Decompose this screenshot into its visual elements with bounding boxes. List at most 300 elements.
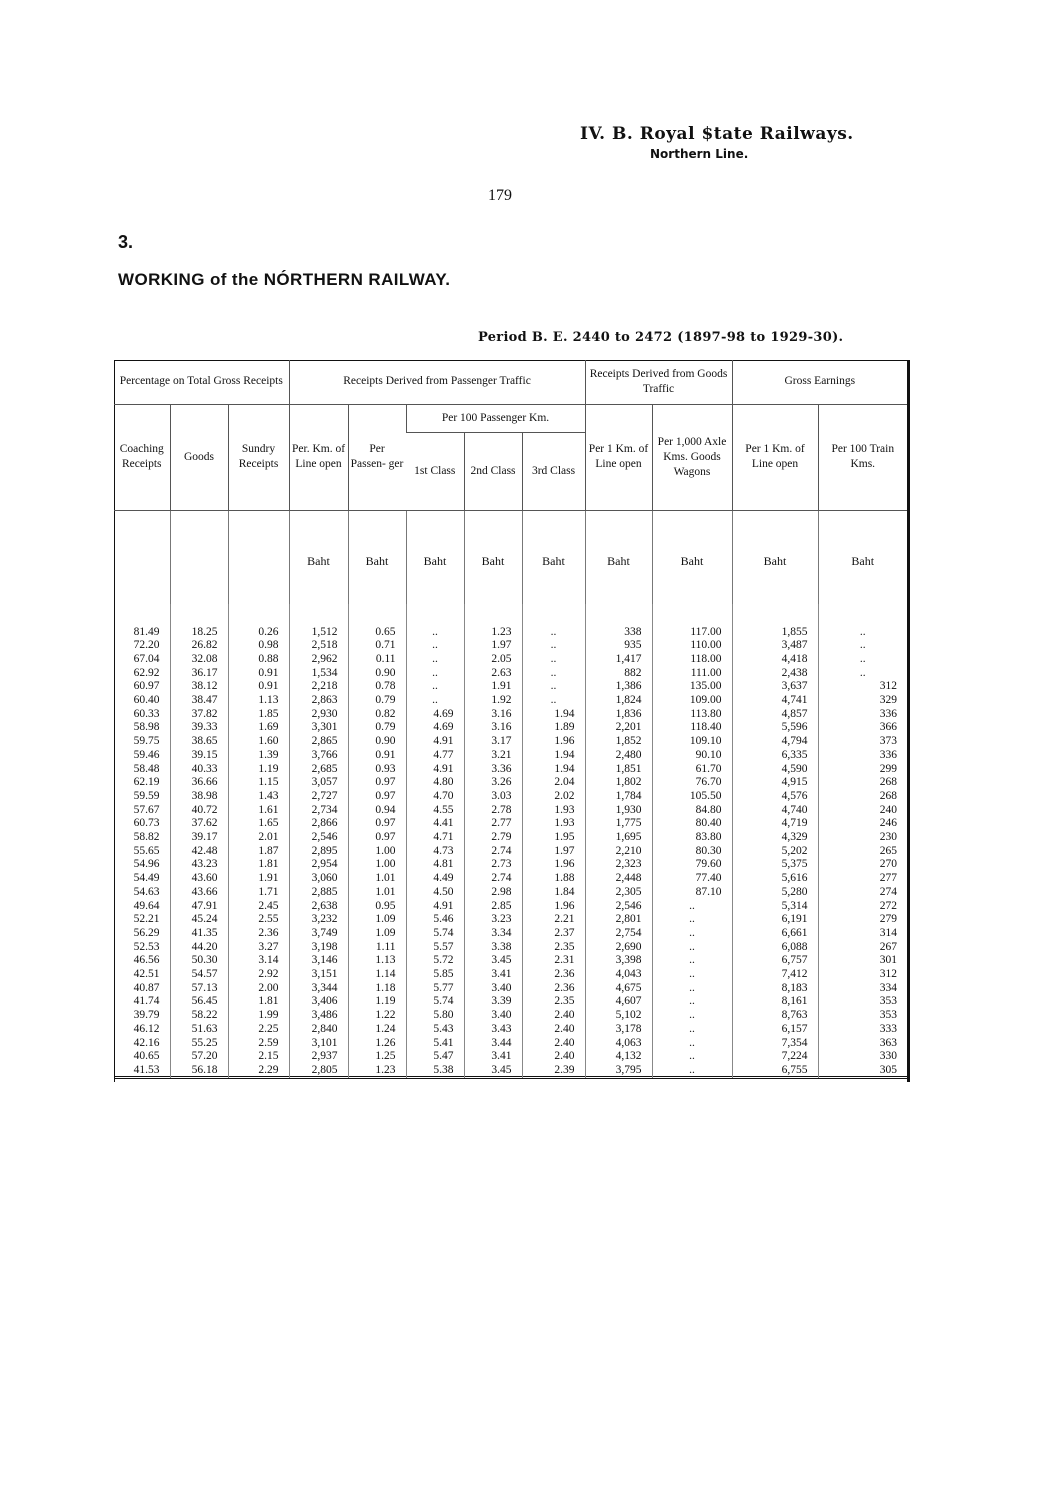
table-cell: 1.93: [522, 817, 585, 831]
table-cell: 2,937: [289, 1050, 348, 1064]
table-cell: 3,406: [289, 995, 348, 1009]
table-row: [114, 968, 907, 982]
table-cell: ..: [652, 995, 732, 1009]
table-cell: 1.84: [522, 886, 585, 900]
table-cell: 113.80: [652, 708, 732, 722]
table-cell: 3,101: [289, 1037, 348, 1051]
table-cell: 5.57: [406, 941, 464, 955]
table-cell: ..: [652, 954, 732, 968]
table-cell: 336: [818, 749, 907, 763]
table-cell: 4,915: [732, 776, 818, 790]
table-row: [114, 831, 907, 845]
table-row: [114, 604, 907, 640]
table-cell: 1,417: [585, 653, 652, 667]
table-cell: 268: [818, 776, 907, 790]
table-cell: 2.79: [464, 831, 522, 845]
table-cell: 4,675: [585, 982, 652, 996]
table-cell: 4,418: [732, 653, 818, 667]
table-cell: 2.31: [522, 954, 585, 968]
table-cell: 55.65: [133, 844, 160, 857]
table-cell: ..: [652, 968, 732, 982]
table-cell: 5.43: [406, 1023, 464, 1037]
table-cell: 0.94: [348, 804, 406, 818]
table-cell: 3.44: [464, 1037, 522, 1051]
table-cell: 2.29: [228, 1064, 289, 1078]
table-cell: 83.80: [652, 831, 732, 845]
period-caption: Period B. E. 2440 to 2472 (1897-98 to 1929-30).: [478, 330, 844, 345]
table-cell: 2,480: [585, 749, 652, 763]
table-cell: 0.79: [348, 694, 406, 708]
section-number: 3.: [118, 232, 134, 252]
table-cell: 1.14: [348, 968, 406, 982]
table-cell: 3.36: [464, 763, 522, 777]
table-cell: 2,840: [289, 1023, 348, 1037]
table-cell: 87.10: [652, 886, 732, 900]
table-cell: 3.40: [464, 1009, 522, 1023]
table-cell: ..: [652, 1064, 732, 1078]
table-row: [114, 1023, 907, 1037]
table-cell: 4.77: [406, 749, 464, 763]
table-cell: ..: [406, 694, 464, 708]
table-cell: 1.97: [522, 845, 585, 859]
unit-label: Baht: [406, 510, 464, 604]
table-cell: 60.73: [133, 817, 160, 830]
table-cell: 2,801: [585, 913, 652, 927]
table-cell: ..: [652, 1050, 732, 1064]
table-row: [114, 1009, 907, 1023]
table-cell: 334: [818, 982, 907, 996]
table-cell: 0.71: [348, 639, 406, 653]
table-cell: 267: [818, 941, 907, 955]
table-cell: 42.48: [170, 845, 228, 859]
table-cell: 6,191: [732, 913, 818, 927]
header-sundry-receipts: Sundry Receipts: [228, 404, 289, 510]
header-goods-per-1000-axle-km: Per 1,000 Axle Kms. Goods Wagons: [652, 404, 732, 510]
table-cell: 4.80: [406, 776, 464, 790]
document-title: WORKING of the NÓRTHERN RAILWAY.: [118, 270, 451, 289]
table-cell: 41.74: [133, 995, 160, 1008]
table-cell: 230: [818, 831, 907, 845]
table-cell: 1.94: [522, 708, 585, 722]
table-cell: 2.40: [522, 1037, 585, 1051]
table-cell: ..: [406, 667, 464, 681]
table-cell: 268: [818, 790, 907, 804]
table-cell: 54.63: [133, 885, 160, 898]
table-cell: 2,866: [289, 817, 348, 831]
table-cell: 4.69: [406, 721, 464, 735]
table-cell: 57.13: [170, 982, 228, 996]
table-cell: 1.11: [348, 941, 406, 955]
table-cell: 8,763: [732, 1009, 818, 1023]
table-cell: 305: [818, 1064, 907, 1078]
table-cell: 46.56: [133, 954, 160, 967]
table-cell: 36.66: [170, 776, 228, 790]
table-cell: 105.50: [652, 790, 732, 804]
table-right-rule: [907, 360, 910, 1082]
table-cell: 4,740: [732, 804, 818, 818]
table-cell: 3,637: [732, 680, 818, 694]
table-cell: 4.50: [406, 886, 464, 900]
table-cell: 2,438: [732, 667, 818, 681]
table-cell: 1.93: [522, 804, 585, 818]
table-cell: 5.38: [406, 1064, 464, 1078]
table-cell: 6,661: [732, 927, 818, 941]
table-cell: 330: [818, 1050, 907, 1064]
table-cell: 1.01: [348, 872, 406, 886]
table-cell: 5.85: [406, 968, 464, 982]
table-cell: 2,546: [289, 831, 348, 845]
table-cell: 56.18: [170, 1064, 228, 1078]
table-cell: 37.62: [170, 817, 228, 831]
table-cell: 37.82: [170, 708, 228, 722]
table-cell: 40.33: [170, 763, 228, 777]
table-cell: 62.19: [133, 776, 160, 789]
table-row: [114, 735, 907, 749]
table-cell: 5,314: [732, 900, 818, 914]
table-cell: 58.22: [170, 1009, 228, 1023]
table-cell: 0.90: [348, 667, 406, 681]
table-cell: 882: [585, 667, 652, 681]
table-cell: 1.65: [228, 817, 289, 831]
table-cell: 1.81: [228, 995, 289, 1009]
table-row: [114, 667, 907, 681]
table-cell: 3.41: [464, 1050, 522, 1064]
table-cell: 2,863: [289, 694, 348, 708]
table-row: [114, 804, 907, 818]
table-cell: ..: [652, 927, 732, 941]
header-second-class: 2nd Class: [464, 432, 522, 510]
table-cell: 2,218: [289, 680, 348, 694]
table-cell: 0.91: [228, 667, 289, 681]
table-cell: 2,546: [585, 900, 652, 914]
table-cell: 301: [818, 954, 907, 968]
table-cell: 1.15: [228, 776, 289, 790]
table-cell: 77.40: [652, 872, 732, 886]
table-cell: 90.10: [652, 749, 732, 763]
table-cell: 246: [818, 817, 907, 831]
table-cell: 4.91: [406, 763, 464, 777]
table-cell: 1.24: [348, 1023, 406, 1037]
table-cell: 5.72: [406, 954, 464, 968]
table-cell: 1.00: [348, 845, 406, 859]
table-cell: 3,398: [585, 954, 652, 968]
table-cell: 1.26: [348, 1037, 406, 1051]
table-cell: 4.91: [406, 900, 464, 914]
table-cell: 5,202: [732, 845, 818, 859]
table-cell: 2.39: [522, 1064, 585, 1078]
table-row: [114, 694, 907, 708]
table-cell: 84.80: [652, 804, 732, 818]
header-per-passenger: Per Passen- ger: [348, 404, 406, 510]
table-cell: 39.79: [133, 1009, 160, 1022]
table-cell: 2.40: [522, 1050, 585, 1064]
table-cell: 1.23: [348, 1064, 406, 1078]
table-cell: 58.82: [133, 831, 160, 844]
table-row: [114, 941, 907, 955]
table-cell: 3,146: [289, 954, 348, 968]
table-cell: 1.94: [522, 763, 585, 777]
table-cell: 2.25: [228, 1023, 289, 1037]
table-cell: 0.93: [348, 763, 406, 777]
table-cell: 4,132: [585, 1050, 652, 1064]
table-cell: 1,775: [585, 817, 652, 831]
table-cell: 1,695: [585, 831, 652, 845]
table-cell: 2.01: [228, 831, 289, 845]
table-cell: 0.91: [228, 680, 289, 694]
table-cell: 312: [818, 680, 907, 694]
table-cell: 3,766: [289, 749, 348, 763]
table-cell: 2.40: [522, 1023, 585, 1037]
table-cell: 3,487: [732, 639, 818, 653]
table-cell: 373: [818, 735, 907, 749]
table-cell: 1,534: [289, 667, 348, 681]
table-cell: 57.67: [133, 803, 160, 816]
table-cell: 1.91: [228, 872, 289, 886]
table-cell: 3,057: [289, 776, 348, 790]
table-cell: 0.97: [348, 790, 406, 804]
table-cell: 44.20: [170, 941, 228, 955]
table-cell: 0.91: [348, 749, 406, 763]
table-cell: 4.41: [406, 817, 464, 831]
table-cell: 3.16: [464, 708, 522, 722]
table-cell: 4.73: [406, 845, 464, 859]
table-cell: 39.33: [170, 721, 228, 735]
table-cell: ..: [522, 694, 585, 708]
table-cell: 54.49: [133, 872, 160, 885]
header-gross-per-km-line: Per 1 Km. of Line open: [732, 404, 818, 510]
table-cell: 3.23: [464, 913, 522, 927]
table-cell: 2,638: [289, 900, 348, 914]
table-cell: 4,329: [732, 831, 818, 845]
table-cell: 60.33: [133, 707, 160, 720]
table-cell: 5,280: [732, 886, 818, 900]
table-cell: 5,616: [732, 872, 818, 886]
table-row: [114, 708, 907, 722]
table-cell: 1.19: [228, 763, 289, 777]
table-cell: 4,590: [732, 763, 818, 777]
table-cell: 3.45: [464, 1064, 522, 1078]
table-cell: 1.09: [348, 927, 406, 941]
table-cell: 49.64: [133, 899, 160, 912]
table-cell: 1.94: [522, 749, 585, 763]
table-cell: 3,301: [289, 721, 348, 735]
table-cell: 45.24: [170, 913, 228, 927]
table-cell: 4,063: [585, 1037, 652, 1051]
table-row: [114, 858, 907, 872]
header-coaching-receipts: Coaching Receipts: [114, 404, 170, 510]
table-cell: 2.04: [522, 776, 585, 790]
header-first-class: 1st Class: [406, 432, 464, 510]
table-cell: 1.39: [228, 749, 289, 763]
table-cell: 2.98: [464, 886, 522, 900]
table-cell: 1.22: [348, 1009, 406, 1023]
table-cell: 1.87: [228, 845, 289, 859]
table-cell: 42.16: [133, 1036, 160, 1049]
table-cell: 2.63: [464, 667, 522, 681]
header-passenger-group: Receipts Derived from Passenger Traffic: [289, 360, 585, 404]
table-cell: 18.25: [170, 604, 228, 640]
header-gross-group: Gross Earnings: [732, 360, 907, 404]
table-row: [114, 790, 907, 804]
table-cell: 2,727: [289, 790, 348, 804]
table-cell: 4,794: [732, 735, 818, 749]
table-cell: 6,335: [732, 749, 818, 763]
table-cell: 41.53: [133, 1064, 160, 1076]
table-cell: 3,344: [289, 982, 348, 996]
table-cell: 5.74: [406, 927, 464, 941]
table-cell: 0.98: [228, 639, 289, 653]
table-cell: ..: [522, 639, 585, 653]
table-cell: 58.98: [133, 721, 160, 734]
table-cell: 58.48: [133, 762, 160, 775]
statistics-table-frame: [114, 360, 910, 1082]
unit-label: Baht: [522, 510, 585, 604]
table-cell: 2.15: [228, 1050, 289, 1064]
table-cell: 1.19: [348, 995, 406, 1009]
table-row: [114, 776, 907, 790]
table-cell: 40.72: [170, 804, 228, 818]
table-row: [114, 927, 907, 941]
table-cell: 0.79: [348, 721, 406, 735]
table-cell: 2.77: [464, 817, 522, 831]
table-cell: 1.23: [464, 604, 522, 640]
table-cell: 2.21: [522, 913, 585, 927]
table-cell: 2,448: [585, 872, 652, 886]
header-subtitle: Northern Line.: [650, 147, 749, 161]
table-cell: 3,795: [585, 1064, 652, 1078]
table-cell: 4.71: [406, 831, 464, 845]
table-cell: 240: [818, 804, 907, 818]
table-cell: 0.26: [228, 604, 289, 640]
table-cell: 109.10: [652, 735, 732, 749]
table-cell: 39.15: [170, 749, 228, 763]
table-cell: 4.70: [406, 790, 464, 804]
table-cell: 56.45: [170, 995, 228, 1009]
table-cell: 59.46: [133, 748, 160, 761]
table-cell: 0.88: [228, 653, 289, 667]
table-cell: 3,749: [289, 927, 348, 941]
table-cell: 3.16: [464, 721, 522, 735]
table-cell: 7,224: [732, 1050, 818, 1064]
table-cell: 62.92: [133, 666, 160, 679]
table-cell: 1.99: [228, 1009, 289, 1023]
table-cell: 4.55: [406, 804, 464, 818]
table-cell: 1.00: [348, 858, 406, 872]
table-cell: 2.02: [522, 790, 585, 804]
page-number: 179: [488, 187, 512, 204]
table-cell: 1.13: [348, 954, 406, 968]
table-cell: 57.20: [170, 1050, 228, 1064]
table-cell: ..: [818, 604, 907, 640]
table-row: [114, 721, 907, 735]
table-cell: 1,930: [585, 804, 652, 818]
table-row: [114, 1050, 907, 1064]
table-cell: ..: [522, 653, 585, 667]
table-cell: 3.03: [464, 790, 522, 804]
table-cell: 26.82: [170, 639, 228, 653]
table-cell: 1,386: [585, 680, 652, 694]
table-cell: 52.53: [133, 940, 160, 953]
table-cell: 2,201: [585, 721, 652, 735]
table-cell: 270: [818, 858, 907, 872]
table-cell: ..: [652, 1023, 732, 1037]
table-cell: 72.20: [133, 639, 160, 652]
table-cell: 2.36: [522, 968, 585, 982]
table-cell: 2,930: [289, 708, 348, 722]
table-cell: 38.65: [170, 735, 228, 749]
table-cell: 36.17: [170, 667, 228, 681]
table-cell: 1,784: [585, 790, 652, 804]
table-cell: 4,741: [732, 694, 818, 708]
table-cell: 1.61: [228, 804, 289, 818]
table-body: [114, 604, 907, 1078]
table-cell: 935: [585, 639, 652, 653]
table-cell: 2,895: [289, 845, 348, 859]
table-cell: 272: [818, 900, 907, 914]
table-cell: 1.69: [228, 721, 289, 735]
table-cell: 3,178: [585, 1023, 652, 1037]
table-cell: 277: [818, 872, 907, 886]
table-cell: 353: [818, 1009, 907, 1023]
table-cell: 1,855: [732, 604, 818, 640]
table-cell: 6,157: [732, 1023, 818, 1037]
table-row: [114, 763, 907, 777]
table-cell: ..: [818, 667, 907, 681]
table-cell: 3,232: [289, 913, 348, 927]
table-cell: 2.59: [228, 1037, 289, 1051]
table-cell: 2.78: [464, 804, 522, 818]
table-cell: 8,161: [732, 995, 818, 1009]
table-cell: 1.89: [522, 721, 585, 735]
table-cell: 5.74: [406, 995, 464, 1009]
table-cell: 2.35: [522, 941, 585, 955]
table-cell: 3.39: [464, 995, 522, 1009]
unit-label: Baht: [348, 510, 406, 604]
table-cell: 40.87: [133, 981, 160, 994]
table-cell: 135.00: [652, 680, 732, 694]
table-cell: 80.30: [652, 845, 732, 859]
table-cell: 2.36: [228, 927, 289, 941]
table-cell: 6,088: [732, 941, 818, 955]
table-cell: 4.69: [406, 708, 464, 722]
table-cell: 4.91: [406, 735, 464, 749]
table-cell: 110.00: [652, 639, 732, 653]
table-cell: 43.60: [170, 872, 228, 886]
unit-label: Baht: [585, 510, 652, 604]
table-cell: 2,210: [585, 845, 652, 859]
table-cell: 2,865: [289, 735, 348, 749]
table-cell: 3,198: [289, 941, 348, 955]
header-goods: Goods: [170, 404, 228, 510]
table-cell: ..: [406, 604, 464, 640]
table-cell: 4,607: [585, 995, 652, 1009]
table-row: [114, 1064, 907, 1078]
header-gross-per-100-train-km: Per 100 Train Kms.: [818, 404, 907, 510]
table-cell: 366: [818, 721, 907, 735]
table-cell: 279: [818, 913, 907, 927]
table-row: [114, 872, 907, 886]
table-cell: 3.27: [228, 941, 289, 955]
table-cell: 1,512: [289, 604, 348, 640]
table-row: [114, 653, 907, 667]
table-cell: 39.17: [170, 831, 228, 845]
table-cell: ..: [818, 653, 907, 667]
table-cell: 3.26: [464, 776, 522, 790]
table-cell: 0.65: [348, 604, 406, 640]
table-row: [114, 995, 907, 1009]
table-cell: 76.70: [652, 776, 732, 790]
table-row: [114, 900, 907, 914]
